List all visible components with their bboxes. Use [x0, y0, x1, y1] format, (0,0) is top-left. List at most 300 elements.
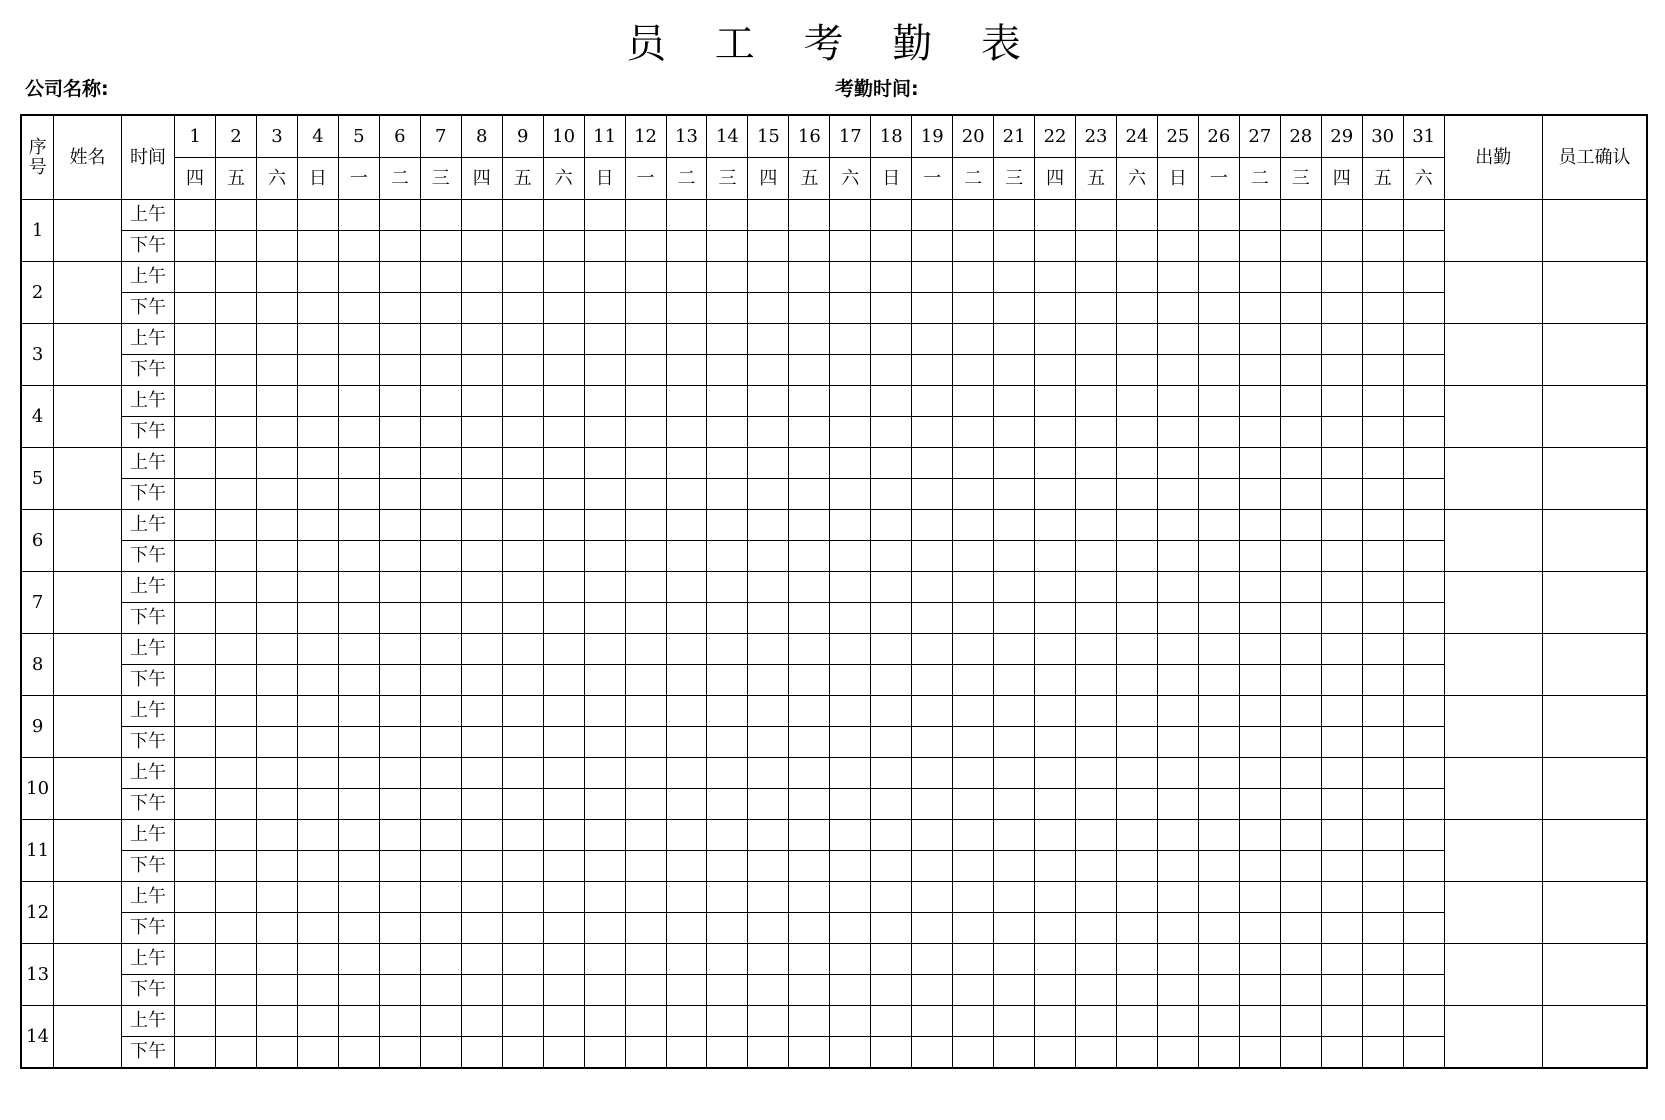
- attendance-cell[interactable]: [1076, 820, 1117, 851]
- attendance-cell[interactable]: [830, 293, 871, 324]
- attendance-cell[interactable]: [625, 200, 666, 231]
- attendance-cell[interactable]: [297, 293, 338, 324]
- attendance-cell[interactable]: [1157, 448, 1198, 479]
- name-cell[interactable]: [54, 262, 122, 324]
- attendance-cell[interactable]: [1117, 541, 1158, 572]
- attendance-cell[interactable]: [1035, 231, 1076, 262]
- attendance-cell[interactable]: [297, 541, 338, 572]
- attendance-total-cell[interactable]: [1444, 572, 1542, 634]
- attendance-cell[interactable]: [175, 1037, 216, 1069]
- attendance-cell[interactable]: [953, 479, 994, 510]
- attendance-cell[interactable]: [1239, 541, 1280, 572]
- attendance-cell[interactable]: [256, 820, 297, 851]
- attendance-cell[interactable]: [707, 479, 748, 510]
- attendance-cell[interactable]: [1239, 665, 1280, 696]
- attendance-cell[interactable]: [1117, 603, 1158, 634]
- attendance-cell[interactable]: [912, 758, 953, 789]
- attendance-cell[interactable]: [1280, 603, 1321, 634]
- attendance-cell[interactable]: [502, 479, 543, 510]
- attendance-cell[interactable]: [994, 355, 1035, 386]
- attendance-cell[interactable]: [1362, 851, 1403, 882]
- attendance-cell[interactable]: [1117, 231, 1158, 262]
- attendance-cell[interactable]: [1157, 510, 1198, 541]
- attendance-cell[interactable]: [625, 603, 666, 634]
- attendance-cell[interactable]: [953, 758, 994, 789]
- attendance-cell[interactable]: [175, 386, 216, 417]
- attendance-cell[interactable]: [461, 479, 502, 510]
- attendance-cell[interactable]: [297, 789, 338, 820]
- attendance-cell[interactable]: [1362, 727, 1403, 758]
- attendance-cell[interactable]: [175, 944, 216, 975]
- attendance-cell[interactable]: [1362, 200, 1403, 231]
- attendance-cell[interactable]: [1076, 417, 1117, 448]
- attendance-cell[interactable]: [912, 727, 953, 758]
- attendance-cell[interactable]: [748, 665, 789, 696]
- attendance-cell[interactable]: [543, 727, 584, 758]
- name-cell[interactable]: [54, 572, 122, 634]
- attendance-cell[interactable]: [502, 603, 543, 634]
- attendance-cell[interactable]: [871, 727, 912, 758]
- name-cell[interactable]: [54, 634, 122, 696]
- attendance-cell[interactable]: [1035, 293, 1076, 324]
- attendance-cell[interactable]: [953, 820, 994, 851]
- attendance-cell[interactable]: [175, 851, 216, 882]
- attendance-cell[interactable]: [748, 541, 789, 572]
- attendance-cell[interactable]: [379, 479, 420, 510]
- attendance-cell[interactable]: [1239, 200, 1280, 231]
- attendance-cell[interactable]: [953, 696, 994, 727]
- attendance-cell[interactable]: [420, 479, 461, 510]
- attendance-cell[interactable]: [543, 572, 584, 603]
- attendance-cell[interactable]: [175, 696, 216, 727]
- attendance-cell[interactable]: [543, 231, 584, 262]
- attendance-cell[interactable]: [216, 200, 257, 231]
- attendance-cell[interactable]: [748, 789, 789, 820]
- attendance-cell[interactable]: [1239, 758, 1280, 789]
- attendance-cell[interactable]: [1403, 200, 1444, 231]
- attendance-cell[interactable]: [1157, 696, 1198, 727]
- attendance-cell[interactable]: [1117, 634, 1158, 665]
- attendance-cell[interactable]: [666, 355, 707, 386]
- attendance-cell[interactable]: [1362, 603, 1403, 634]
- attendance-cell[interactable]: [379, 541, 420, 572]
- attendance-cell[interactable]: [1280, 696, 1321, 727]
- attendance-cell[interactable]: [420, 541, 461, 572]
- attendance-cell[interactable]: [953, 975, 994, 1006]
- attendance-cell[interactable]: [1035, 634, 1076, 665]
- attendance-cell[interactable]: [379, 1006, 420, 1037]
- attendance-cell[interactable]: [625, 634, 666, 665]
- attendance-cell[interactable]: [379, 417, 420, 448]
- attendance-cell[interactable]: [1035, 479, 1076, 510]
- attendance-cell[interactable]: [1117, 665, 1158, 696]
- attendance-cell[interactable]: [789, 882, 830, 913]
- attendance-cell[interactable]: [1198, 975, 1239, 1006]
- attendance-cell[interactable]: [1117, 386, 1158, 417]
- attendance-cell[interactable]: [1157, 882, 1198, 913]
- attendance-cell[interactable]: [1280, 355, 1321, 386]
- attendance-cell[interactable]: [953, 913, 994, 944]
- attendance-cell[interactable]: [175, 882, 216, 913]
- attendance-cell[interactable]: [1157, 634, 1198, 665]
- attendance-cell[interactable]: [666, 479, 707, 510]
- attendance-cell[interactable]: [1362, 262, 1403, 293]
- attendance-cell[interactable]: [338, 851, 379, 882]
- attendance-cell[interactable]: [1035, 851, 1076, 882]
- attendance-cell[interactable]: [216, 851, 257, 882]
- attendance-cell[interactable]: [912, 789, 953, 820]
- attendance-cell[interactable]: [297, 355, 338, 386]
- attendance-cell[interactable]: [584, 355, 625, 386]
- attendance-cell[interactable]: [502, 293, 543, 324]
- attendance-cell[interactable]: [1403, 1037, 1444, 1069]
- attendance-cell[interactable]: [1117, 355, 1158, 386]
- attendance-cell[interactable]: [748, 727, 789, 758]
- attendance-cell[interactable]: [1362, 1006, 1403, 1037]
- attendance-cell[interactable]: [420, 200, 461, 231]
- attendance-cell[interactable]: [175, 572, 216, 603]
- attendance-cell[interactable]: [584, 851, 625, 882]
- attendance-cell[interactable]: [871, 572, 912, 603]
- attendance-cell[interactable]: [1362, 696, 1403, 727]
- attendance-cell[interactable]: [420, 262, 461, 293]
- attendance-cell[interactable]: [256, 851, 297, 882]
- attendance-cell[interactable]: [420, 882, 461, 913]
- attendance-cell[interactable]: [502, 820, 543, 851]
- attendance-cell[interactable]: [1280, 975, 1321, 1006]
- attendance-cell[interactable]: [953, 293, 994, 324]
- attendance-cell[interactable]: [1157, 479, 1198, 510]
- attendance-cell[interactable]: [1321, 355, 1362, 386]
- attendance-cell[interactable]: [297, 882, 338, 913]
- attendance-cell[interactable]: [953, 355, 994, 386]
- attendance-cell[interactable]: [953, 789, 994, 820]
- attendance-cell[interactable]: [789, 541, 830, 572]
- attendance-cell[interactable]: [1280, 789, 1321, 820]
- attendance-cell[interactable]: [1198, 789, 1239, 820]
- attendance-cell[interactable]: [461, 944, 502, 975]
- attendance-cell[interactable]: [789, 696, 830, 727]
- attendance-cell[interactable]: [1076, 479, 1117, 510]
- attendance-cell[interactable]: [1239, 696, 1280, 727]
- attendance-cell[interactable]: [1117, 479, 1158, 510]
- attendance-cell[interactable]: [256, 975, 297, 1006]
- attendance-cell[interactable]: [1403, 262, 1444, 293]
- attendance-cell[interactable]: [543, 820, 584, 851]
- attendance-cell[interactable]: [1198, 820, 1239, 851]
- attendance-cell[interactable]: [379, 510, 420, 541]
- attendance-cell[interactable]: [666, 603, 707, 634]
- attendance-cell[interactable]: [748, 696, 789, 727]
- attendance-cell[interactable]: [1076, 944, 1117, 975]
- attendance-cell[interactable]: [830, 727, 871, 758]
- attendance-cell[interactable]: [1157, 913, 1198, 944]
- attendance-cell[interactable]: [1362, 634, 1403, 665]
- attendance-cell[interactable]: [871, 355, 912, 386]
- attendance-cell[interactable]: [625, 665, 666, 696]
- attendance-cell[interactable]: [1403, 603, 1444, 634]
- attendance-cell[interactable]: [1280, 541, 1321, 572]
- attendance-cell[interactable]: [953, 231, 994, 262]
- attendance-cell[interactable]: [1117, 200, 1158, 231]
- attendance-cell[interactable]: [1035, 386, 1076, 417]
- attendance-cell[interactable]: [1321, 324, 1362, 355]
- attendance-cell[interactable]: [379, 448, 420, 479]
- attendance-cell[interactable]: [297, 758, 338, 789]
- attendance-cell[interactable]: [625, 975, 666, 1006]
- attendance-cell[interactable]: [216, 603, 257, 634]
- attendance-cell[interactable]: [1076, 913, 1117, 944]
- attendance-cell[interactable]: [953, 851, 994, 882]
- attendance-cell[interactable]: [789, 1037, 830, 1069]
- attendance-cell[interactable]: [1321, 882, 1362, 913]
- attendance-cell[interactable]: [1362, 820, 1403, 851]
- attendance-cell[interactable]: [666, 851, 707, 882]
- attendance-cell[interactable]: [216, 231, 257, 262]
- attendance-cell[interactable]: [1403, 479, 1444, 510]
- attendance-cell[interactable]: [1321, 603, 1362, 634]
- attendance-cell[interactable]: [707, 448, 748, 479]
- attendance-cell[interactable]: [912, 293, 953, 324]
- attendance-cell[interactable]: [338, 696, 379, 727]
- attendance-cell[interactable]: [1321, 758, 1362, 789]
- attendance-cell[interactable]: [338, 448, 379, 479]
- attendance-cell[interactable]: [420, 355, 461, 386]
- attendance-cell[interactable]: [379, 386, 420, 417]
- attendance-cell[interactable]: [666, 541, 707, 572]
- attendance-cell[interactable]: [543, 417, 584, 448]
- attendance-cell[interactable]: [175, 758, 216, 789]
- attendance-total-cell[interactable]: [1444, 1006, 1542, 1069]
- attendance-cell[interactable]: [543, 386, 584, 417]
- attendance-cell[interactable]: [1362, 293, 1403, 324]
- attendance-cell[interactable]: [379, 882, 420, 913]
- attendance-cell[interactable]: [584, 820, 625, 851]
- attendance-cell[interactable]: [1035, 820, 1076, 851]
- attendance-cell[interactable]: [1198, 913, 1239, 944]
- attendance-cell[interactable]: [1239, 293, 1280, 324]
- attendance-cell[interactable]: [830, 789, 871, 820]
- attendance-cell[interactable]: [1403, 572, 1444, 603]
- attendance-cell[interactable]: [994, 200, 1035, 231]
- attendance-cell[interactable]: [297, 820, 338, 851]
- attendance-cell[interactable]: [1280, 200, 1321, 231]
- attendance-cell[interactable]: [830, 510, 871, 541]
- attendance-cell[interactable]: [338, 355, 379, 386]
- attendance-cell[interactable]: [994, 417, 1035, 448]
- attendance-cell[interactable]: [666, 913, 707, 944]
- attendance-cell[interactable]: [1321, 572, 1362, 603]
- attendance-cell[interactable]: [543, 789, 584, 820]
- attendance-cell[interactable]: [871, 1006, 912, 1037]
- attendance-cell[interactable]: [543, 603, 584, 634]
- attendance-cell[interactable]: [1321, 417, 1362, 448]
- attendance-cell[interactable]: [666, 200, 707, 231]
- attendance-cell[interactable]: [584, 293, 625, 324]
- attendance-cell[interactable]: [1280, 944, 1321, 975]
- attendance-cell[interactable]: [420, 1037, 461, 1069]
- attendance-cell[interactable]: [338, 634, 379, 665]
- attendance-cell[interactable]: [543, 541, 584, 572]
- attendance-cell[interactable]: [1362, 665, 1403, 696]
- attendance-cell[interactable]: [1076, 200, 1117, 231]
- attendance-cell[interactable]: [912, 510, 953, 541]
- attendance-cell[interactable]: [1157, 665, 1198, 696]
- attendance-cell[interactable]: [502, 665, 543, 696]
- attendance-cell[interactable]: [1076, 572, 1117, 603]
- attendance-cell[interactable]: [1076, 603, 1117, 634]
- attendance-cell[interactable]: [1280, 231, 1321, 262]
- attendance-cell[interactable]: [502, 541, 543, 572]
- attendance-cell[interactable]: [216, 882, 257, 913]
- attendance-cell[interactable]: [1403, 634, 1444, 665]
- attendance-cell[interactable]: [379, 758, 420, 789]
- attendance-cell[interactable]: [379, 603, 420, 634]
- attendance-cell[interactable]: [420, 634, 461, 665]
- attendance-cell[interactable]: [789, 851, 830, 882]
- attendance-cell[interactable]: [1198, 448, 1239, 479]
- attendance-cell[interactable]: [789, 479, 830, 510]
- attendance-total-cell[interactable]: [1444, 944, 1542, 1006]
- attendance-cell[interactable]: [379, 231, 420, 262]
- attendance-cell[interactable]: [830, 1006, 871, 1037]
- attendance-cell[interactable]: [748, 231, 789, 262]
- attendance-cell[interactable]: [1117, 944, 1158, 975]
- attendance-cell[interactable]: [502, 200, 543, 231]
- attendance-cell[interactable]: [625, 851, 666, 882]
- attendance-cell[interactable]: [461, 572, 502, 603]
- attendance-cell[interactable]: [1403, 324, 1444, 355]
- attendance-cell[interactable]: [1198, 355, 1239, 386]
- attendance-cell[interactable]: [379, 634, 420, 665]
- attendance-cell[interactable]: [175, 231, 216, 262]
- attendance-cell[interactable]: [1403, 541, 1444, 572]
- attendance-cell[interactable]: [1198, 417, 1239, 448]
- attendance-cell[interactable]: [1362, 789, 1403, 820]
- attendance-cell[interactable]: [256, 324, 297, 355]
- attendance-cell[interactable]: [1157, 789, 1198, 820]
- name-cell[interactable]: [54, 510, 122, 572]
- attendance-cell[interactable]: [707, 324, 748, 355]
- attendance-cell[interactable]: [748, 448, 789, 479]
- attendance-cell[interactable]: [216, 665, 257, 696]
- attendance-cell[interactable]: [338, 820, 379, 851]
- attendance-cell[interactable]: [666, 634, 707, 665]
- attendance-cell[interactable]: [871, 510, 912, 541]
- attendance-cell[interactable]: [625, 262, 666, 293]
- employee-confirm-cell[interactable]: [1542, 572, 1647, 634]
- attendance-cell[interactable]: [871, 262, 912, 293]
- attendance-cell[interactable]: [994, 851, 1035, 882]
- attendance-cell[interactable]: [1280, 510, 1321, 541]
- attendance-cell[interactable]: [830, 324, 871, 355]
- attendance-cell[interactable]: [175, 355, 216, 386]
- attendance-cell[interactable]: [1157, 417, 1198, 448]
- attendance-cell[interactable]: [994, 789, 1035, 820]
- attendance-cell[interactable]: [707, 665, 748, 696]
- attendance-cell[interactable]: [789, 231, 830, 262]
- attendance-cell[interactable]: [461, 510, 502, 541]
- attendance-cell[interactable]: [1198, 386, 1239, 417]
- attendance-cell[interactable]: [338, 944, 379, 975]
- attendance-cell[interactable]: [994, 510, 1035, 541]
- attendance-cell[interactable]: [420, 944, 461, 975]
- attendance-cell[interactable]: [748, 386, 789, 417]
- attendance-cell[interactable]: [502, 913, 543, 944]
- attendance-cell[interactable]: [748, 913, 789, 944]
- attendance-cell[interactable]: [1321, 975, 1362, 1006]
- attendance-cell[interactable]: [707, 1037, 748, 1069]
- attendance-cell[interactable]: [871, 417, 912, 448]
- attendance-cell[interactable]: [1157, 820, 1198, 851]
- attendance-cell[interactable]: [543, 510, 584, 541]
- attendance-cell[interactable]: [912, 541, 953, 572]
- attendance-cell[interactable]: [1035, 727, 1076, 758]
- attendance-cell[interactable]: [379, 820, 420, 851]
- attendance-cell[interactable]: [625, 820, 666, 851]
- attendance-cell[interactable]: [707, 944, 748, 975]
- attendance-cell[interactable]: [379, 572, 420, 603]
- attendance-cell[interactable]: [666, 1037, 707, 1069]
- attendance-cell[interactable]: [216, 448, 257, 479]
- attendance-cell[interactable]: [748, 200, 789, 231]
- attendance-cell[interactable]: [1198, 1037, 1239, 1069]
- attendance-cell[interactable]: [584, 944, 625, 975]
- attendance-cell[interactable]: [1321, 293, 1362, 324]
- attendance-cell[interactable]: [625, 510, 666, 541]
- attendance-cell[interactable]: [502, 851, 543, 882]
- attendance-cell[interactable]: [707, 975, 748, 1006]
- attendance-cell[interactable]: [1280, 851, 1321, 882]
- attendance-cell[interactable]: [420, 913, 461, 944]
- attendance-cell[interactable]: [175, 1006, 216, 1037]
- attendance-cell[interactable]: [216, 634, 257, 665]
- attendance-cell[interactable]: [420, 1006, 461, 1037]
- attendance-cell[interactable]: [461, 665, 502, 696]
- attendance-cell[interactable]: [338, 1037, 379, 1069]
- attendance-cell[interactable]: [1157, 758, 1198, 789]
- attendance-cell[interactable]: [338, 665, 379, 696]
- attendance-cell[interactable]: [502, 231, 543, 262]
- attendance-cell[interactable]: [461, 541, 502, 572]
- attendance-cell[interactable]: [830, 1037, 871, 1069]
- attendance-cell[interactable]: [461, 634, 502, 665]
- attendance-cell[interactable]: [912, 820, 953, 851]
- attendance-cell[interactable]: [256, 231, 297, 262]
- attendance-cell[interactable]: [216, 1037, 257, 1069]
- attendance-cell[interactable]: [461, 293, 502, 324]
- attendance-cell[interactable]: [256, 448, 297, 479]
- attendance-cell[interactable]: [748, 944, 789, 975]
- attendance-cell[interactable]: [1403, 510, 1444, 541]
- attendance-cell[interactable]: [789, 603, 830, 634]
- employee-confirm-cell[interactable]: [1542, 944, 1647, 1006]
- attendance-cell[interactable]: [379, 975, 420, 1006]
- attendance-cell[interactable]: [1239, 944, 1280, 975]
- attendance-cell[interactable]: [871, 603, 912, 634]
- attendance-cell[interactable]: [175, 913, 216, 944]
- attendance-cell[interactable]: [789, 1006, 830, 1037]
- attendance-cell[interactable]: [216, 696, 257, 727]
- attendance-cell[interactable]: [871, 820, 912, 851]
- attendance-cell[interactable]: [379, 696, 420, 727]
- attendance-cell[interactable]: [666, 820, 707, 851]
- attendance-cell[interactable]: [830, 231, 871, 262]
- attendance-cell[interactable]: [216, 293, 257, 324]
- attendance-cell[interactable]: [1076, 386, 1117, 417]
- attendance-cell[interactable]: [256, 696, 297, 727]
- attendance-cell[interactable]: [1035, 417, 1076, 448]
